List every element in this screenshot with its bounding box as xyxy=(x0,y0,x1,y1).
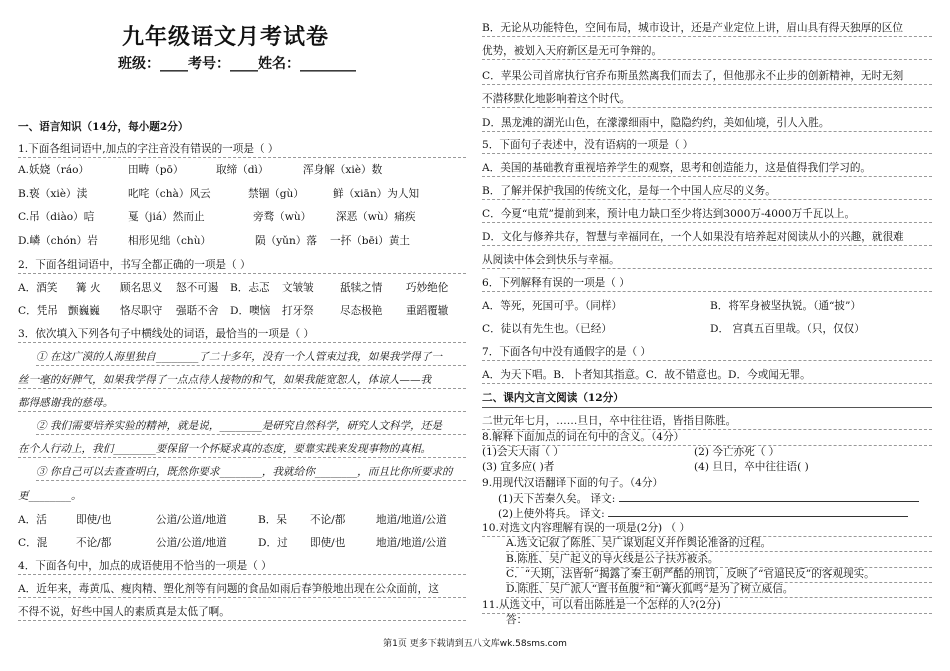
option: 一抔（bēi）黄土 xyxy=(330,235,411,247)
option-line: A．为天下唱。B．卜者知其指意。C．故不错意也。D．今或闻无罪。 xyxy=(482,368,932,384)
option: D．噢恼 xyxy=(230,305,271,317)
option: 戛（jiá）然而止 xyxy=(128,211,205,223)
passage-line: 丝一毫的好脾气，如果我学得了一点点待人接物的和气，如果我能宽恕人，体谅人——我 xyxy=(18,373,466,389)
passage-line: 都得感谢我的慈母。 xyxy=(18,396,466,412)
option-line: B.陈胜、吴广起义的导火线是公子扶苏被杀。 xyxy=(506,552,932,568)
question-10: 10.对选文内容理解有误的一项是(2分) （ ） xyxy=(482,521,932,537)
option: 不论/都 xyxy=(310,514,346,526)
passage-line: 在个人行动上，我们________要保留一个怀疑求真的态度，要靠实践来发现事物的真相。 xyxy=(18,442,466,458)
page-title: 九年级语文月考试卷 xyxy=(122,25,330,50)
passage-line: ① 在这广漠的人海里独自________了二十多年，没有一个人管束过我，如果我学得了一 xyxy=(36,350,466,366)
option-line: D.陈胜、吴广派人“置书鱼腹”和“篝火狐鸣”是为了树立威信。 xyxy=(506,582,932,598)
question-1: 1.下面各组词语中,加点的字注音没有错误的一项是（ ） xyxy=(18,142,466,158)
option: D.嶙（chón）岩 xyxy=(18,235,98,247)
option: B．将军身被坚执锐。（通“披”） xyxy=(710,300,862,312)
option-line: D．文化与修养共存，智慧与幸福同在，一个人如果没有培养起对阅读从小的兴趣，就很难 xyxy=(482,230,932,246)
answer-label: 答： xyxy=(506,614,528,626)
passage-line: ② 我们需要培养实验的精神，就是说，________是研究自然科学，研究人文科学，还是 xyxy=(36,419,466,435)
option: 地道/地道/公道 xyxy=(376,537,447,549)
option-line: 不潜移默化地影响着这个时代。 xyxy=(482,92,932,108)
question-9: 9.用现代汉语翻译下面的句子。（4分） xyxy=(482,477,664,489)
translation-prompt: (1)天下苦秦久矣。 译文: xyxy=(498,493,616,505)
option: 取缔（dì） xyxy=(216,164,269,176)
option: 禁锢（gù） xyxy=(248,188,304,200)
option: 篝 火 xyxy=(76,282,101,294)
option: C．徒以有先生也。（已经） xyxy=(482,323,612,335)
option: 颤巍巍 xyxy=(68,305,100,317)
divider xyxy=(482,407,932,408)
question-5: 5．下面句子表述中，没有语病的一项是（ ） xyxy=(482,138,932,154)
option: 巧妙绝伦 xyxy=(406,282,449,294)
option: C．凭吊 xyxy=(18,305,58,317)
option-line: A.选文记叙了陈胜、吴广谋划起义并作舆论准备的过程。 xyxy=(506,536,932,552)
option-line: A．近年来，毒黄瓜、瘦肉精、塑化剂等有问题的食品如雨后春笋般地出现在公众面前，这 xyxy=(18,582,466,598)
option-line: 优势，被划入天府新区是无可争辩的。 xyxy=(482,44,932,60)
question-6: 6．下列解释有误的一项是（ ） xyxy=(482,276,932,292)
option-line: C．苹果公司首席执行官乔布斯虽然离我们而去了，但他那永不止步的创新精神，无时无刻 xyxy=(482,69,932,85)
option-line: C．“大期，法皆斩”揭露了秦王朝严酷的刑罚，反映了“官逼民反”的客观现实。 xyxy=(506,567,932,583)
option: 文皱皱 xyxy=(282,282,314,294)
passage-line: ③ 你自己可以去查查明白，既然你要求________，我就给你________，而且比你所要求的 xyxy=(36,465,466,481)
option: D． 宫真五百里哉。（只，仅仅） xyxy=(710,323,865,335)
question-2: 2．下面各组词语中，书写全都正确的一项是（ ） xyxy=(18,258,466,274)
passage-line: 更________。 xyxy=(18,490,82,502)
page-footer: 第1页 更多下载请到五八文库wk.58sms.com xyxy=(383,639,567,649)
option: 打牙祭 xyxy=(282,305,314,317)
question-8: 8.解释下面加点的词在句中的含义。（4分） xyxy=(482,430,932,446)
section-heading: 一、语言知识（14分，每小题2分） xyxy=(18,121,189,133)
option: B．忐忑 xyxy=(230,282,270,294)
question-4: 4．下面各句中，加点的成语使用不恰当的一项是（ ） xyxy=(18,559,466,575)
question-7: 7．下面各句中没有通假字的是（ ） xyxy=(482,345,932,361)
option: 叱咤（chà）风云 xyxy=(128,188,211,200)
option: C.吊（diào）唁 xyxy=(18,211,95,223)
option: 不论/都 xyxy=(76,537,112,549)
translation-line xyxy=(498,506,908,521)
option: 田畴（pō） xyxy=(128,164,184,176)
option-line: 不得不说，好些中国人的素质真是太低了啊。 xyxy=(18,605,466,621)
passage-line: 二世元年七月，……旦日，卒中往往语，皆指目陈胜。 xyxy=(482,414,932,430)
option: 深恶（wù）痛疾 xyxy=(336,211,416,223)
option: B．呆 xyxy=(258,514,287,526)
option: 恪尽职守 xyxy=(120,305,163,317)
option: A．等死，死国可乎。（同样） xyxy=(482,300,623,312)
option: 怒不可遏 xyxy=(176,282,219,294)
option: (2) 今亡亦死（ ） xyxy=(694,446,780,458)
option: (3) 宜多应( )者 xyxy=(482,461,555,473)
translation-prompt: (2)上使外将兵。 译文: xyxy=(498,508,605,520)
option-line: 从阅读中体会到快乐与幸福。 xyxy=(482,253,932,269)
option: 即使/也 xyxy=(76,514,112,526)
translation-line xyxy=(498,491,919,506)
option: 浑身解（xiè）数 xyxy=(303,164,383,176)
option: 旁骛（wù） xyxy=(253,211,312,223)
question-11: 11.从选文中，可以看出陈胜是一个怎样的人?(2分) xyxy=(482,598,932,614)
option-line: A．美国的基础教育重视培养学生的观察，思考和创造能力，这是值得我们学习的。 xyxy=(482,161,932,177)
option: 尽态极艳 xyxy=(340,305,383,317)
option: 顾名思义 xyxy=(120,282,163,294)
option-line: B．了解并保护我国的传统文化，是每一个中国人应尽的义务。 xyxy=(482,184,932,200)
option: 重蹈覆辙 xyxy=(406,305,449,317)
option: 即使/也 xyxy=(310,537,346,549)
option: 地道/地道/公道 xyxy=(376,514,447,526)
option: B.亵（xiè）渎 xyxy=(18,188,88,200)
option: 强聒不舍 xyxy=(176,305,219,317)
student-info-line: 班级：____考号：____姓名：________ xyxy=(118,56,356,72)
option-line: B．无论从功能特色，空间布局，城市设计，还是产业定位上讲，眉山具有得天独厚的区位 xyxy=(482,21,932,37)
question-3: 3．依次填入下列各句子中横线处的词语，最恰当的一项是（ ） xyxy=(18,327,466,343)
option: A．酒笑 xyxy=(18,282,58,294)
option: 公道/公道/地道 xyxy=(156,537,227,549)
option-line: D．黑龙滩的湖光山色，在濛濛细雨中，隐隐约约，美如仙境，引人入胜。 xyxy=(482,116,932,132)
option: 鲜（xiān）为人知 xyxy=(333,188,420,200)
option: C．混 xyxy=(18,537,48,549)
answer-blank[interactable] xyxy=(619,491,919,502)
option: (4) 旦日，卒中往往语( ) xyxy=(694,461,809,473)
option: D．过 xyxy=(258,537,288,549)
option: 公道/公道/地道 xyxy=(156,514,227,526)
answer-blank[interactable] xyxy=(608,506,908,517)
option: 陨（yǔn）落 xyxy=(255,235,318,247)
option: A．活 xyxy=(18,514,47,526)
section-heading: 二、课内文言文阅读（12分） xyxy=(482,392,624,404)
option: 舐犊之情 xyxy=(340,282,383,294)
option: 相形见绌（chù） xyxy=(128,235,212,247)
option: A.妖娆（ráo） xyxy=(18,164,90,176)
option-line: C．今夏“电荒”提前到来，预计电力缺口至少将达到3000万-4000万千瓦以上。 xyxy=(482,207,932,223)
option: (1)会天大雨（ ） xyxy=(482,446,564,458)
